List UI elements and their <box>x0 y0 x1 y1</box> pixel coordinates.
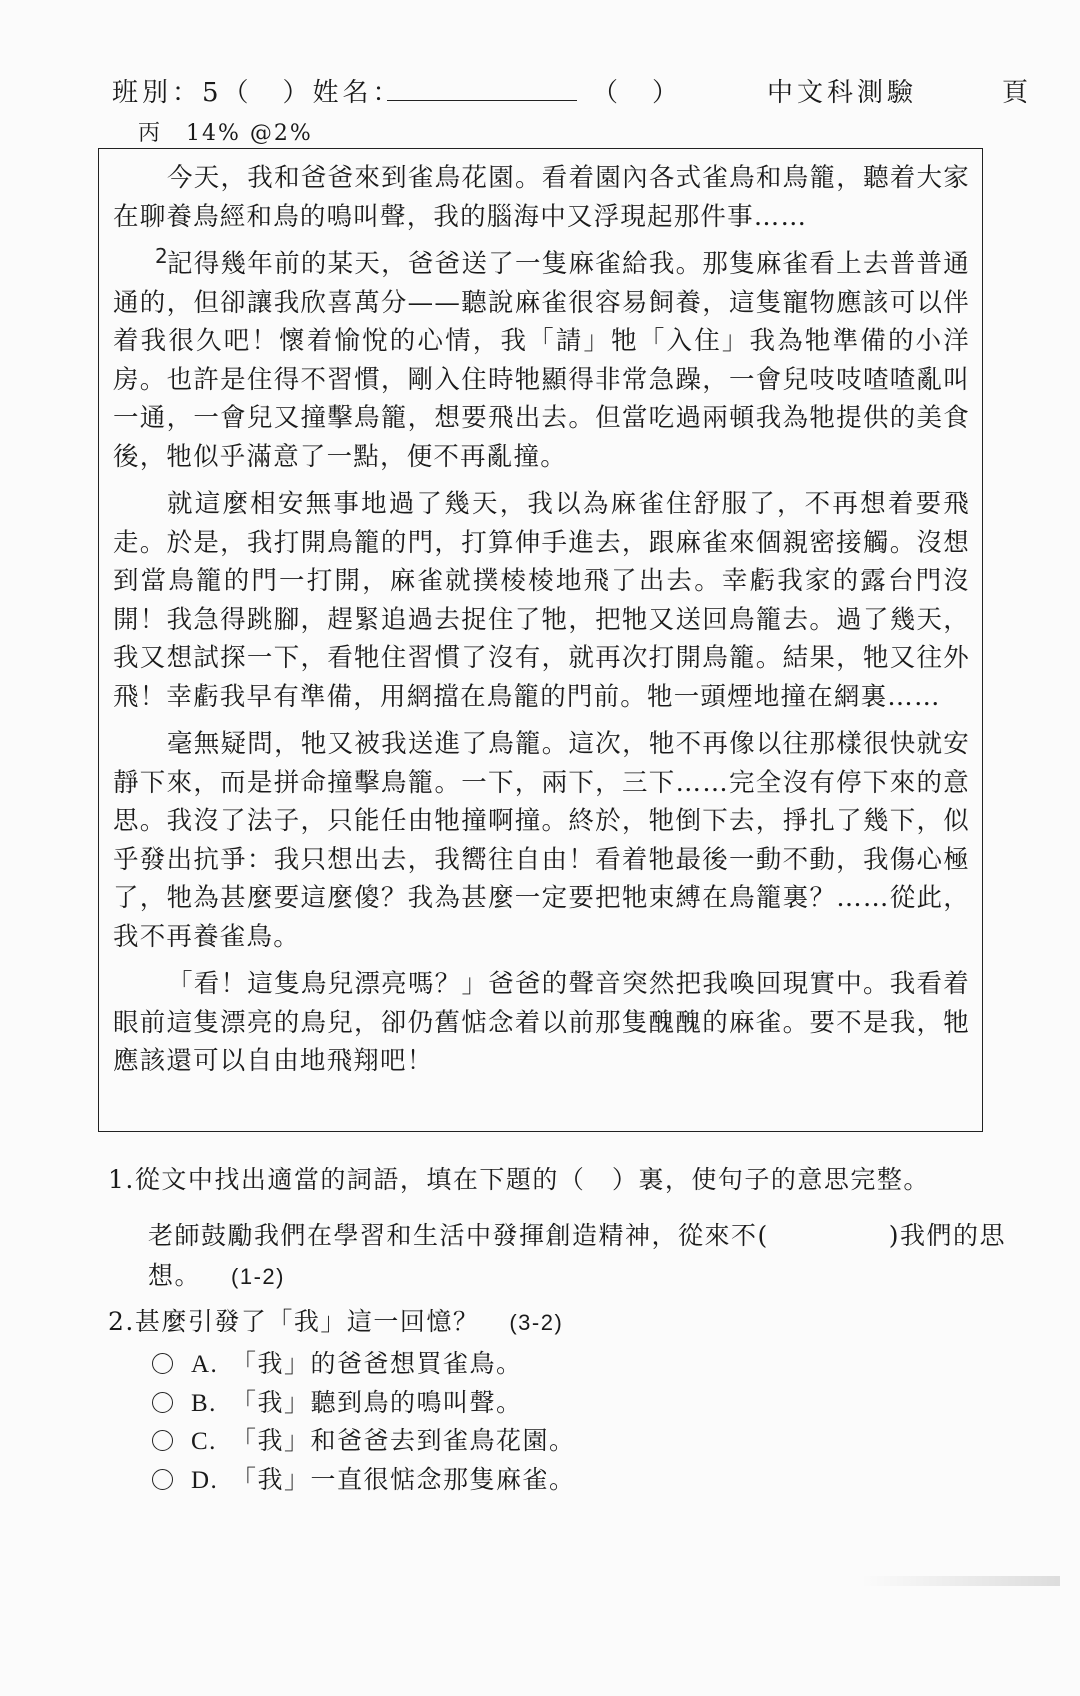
option-c[interactable]: C. 「我」和爸爸去到雀鳥花園。 <box>152 1422 576 1461</box>
passage-paragraph: 今天，我和爸爸來到雀鳥花園。看着園內各式雀鳥和鳥籠，聽着大家在聊養鳥經和鳥的鳴叫聲，我的腦海中又浮現起那件事…… <box>113 163 970 232</box>
radio-circle-icon[interactable] <box>152 1353 173 1374</box>
option-d[interactable]: D. 「我」一直很惦念那隻麻雀。 <box>152 1461 576 1500</box>
passage-paragraph: 就這麼相安無事地過了幾天，我以為麻雀住舒服了，不再想着要飛走。於是，我打開鳥籠的門，打算伸手進去，跟麻雀來個親密接觸。沒想到當鳥籠的門一打開，麻雀就撲棱棱地飛了出去。幸虧我家的露台門沒開！我急得跳腳，趕緊追過去捉住了牠，把牠又送回鳥籠去。過了幾天，我又想試探一下，看牠住習慣了沒有，就再次打開鳥籠。結果，牠又往外飛！幸虧我早有準備，用網擋在鳥籠的門前。牠一頭煙地撞在網裏…… <box>113 489 970 712</box>
option-a[interactable]: A. 「我」的爸爸想買雀鳥。 <box>152 1345 576 1384</box>
radio-circle-icon[interactable] <box>152 1430 173 1451</box>
sentence-before: 老師鼓勵我們在學習和生活中發揮創造精神，從來不( <box>148 1221 769 1250</box>
reading-passage <box>98 148 983 1132</box>
question-2-options <box>152 1345 576 1499</box>
radio-circle-icon[interactable] <box>152 1392 173 1413</box>
question-1-sentence <box>148 1216 1048 1297</box>
class-number-paren: （ ） <box>592 78 683 108</box>
paragraph-mark: 2 <box>155 244 169 268</box>
passage-paragraph-text: 記得幾年前的某天，爸爸送了一隻麻雀給我。那隻麻雀看上去普普通通的，但卻讓我欣喜萬分——聽說麻雀很容易飼養，這隻寵物應該可以伴着我很久吧！懷着愉悅的心情，我「請」牠「入住」我為牠準備的小洋房。也許是住得不習慣，剛入住時牠顯得非常急躁，一會兒吱吱喳喳亂叫一通，一會兒又撞擊鳥籠，想要飛出去。但當吃過兩頓我為牠提供的美食後，牠似乎滿意了一點，便不再亂撞。 <box>113 249 970 472</box>
question-2-prompt <box>108 1302 563 1338</box>
page-label: 頁 <box>1002 78 1033 108</box>
class-name-label: 班別：5（ ）姓名： <box>112 78 403 108</box>
passage-paragraph: 毫無疑問，牠又被我送進了鳥籠。這次，牠不再像以往那樣很快就安靜下來，而是拼命撞擊鳥籠。一下，兩下，三下……完全沒有停下來的意思。我沒了法子，只能任由牠撞啊撞。終於，牠倒下去，掙扎了幾下，似乎發出抗爭：我只想出去，我嚮往自由！看着牠最後一動不動，我傷心極了，牠為甚麼要這麼傻？我為甚麼一定要把牠束縛在鳥籠裏？……從此，我不再養雀鳥。 <box>113 729 970 952</box>
passage-paragraph <box>113 245 970 476</box>
scan-artifact <box>860 1576 1060 1586</box>
name-blank-line <box>387 100 577 101</box>
question-2-score: (3-2) <box>509 1310 564 1335</box>
sentence-after: )我們的思想。 <box>148 1221 1007 1290</box>
passage-paragraph: 「看！這隻鳥兒漂亮嗎？」爸爸的聲音突然把我喚回現實中。我看着眼前這隻漂亮的鳥兒，卻仍舊惦念着以前那隻醜醜的麻雀。要不是我，牠應該還可以自由地飛翔吧！ <box>113 969 970 1076</box>
handwritten-note: 丙 14% @2% <box>138 121 313 146</box>
option-b[interactable]: B. 「我」聽到鳥的鳴叫聲。 <box>152 1384 576 1423</box>
question-1-prompt: 1.從文中找出適當的詞語，填在下題的（ ）裏，使句子的意思完整。 <box>108 1165 930 1194</box>
question-2-text: 2.甚麼引發了「我」這一回憶？ <box>108 1307 480 1336</box>
question-1-score: (1-2) <box>231 1264 285 1289</box>
subject-title: 中文科測驗 <box>767 78 918 108</box>
radio-circle-icon[interactable] <box>152 1469 173 1490</box>
